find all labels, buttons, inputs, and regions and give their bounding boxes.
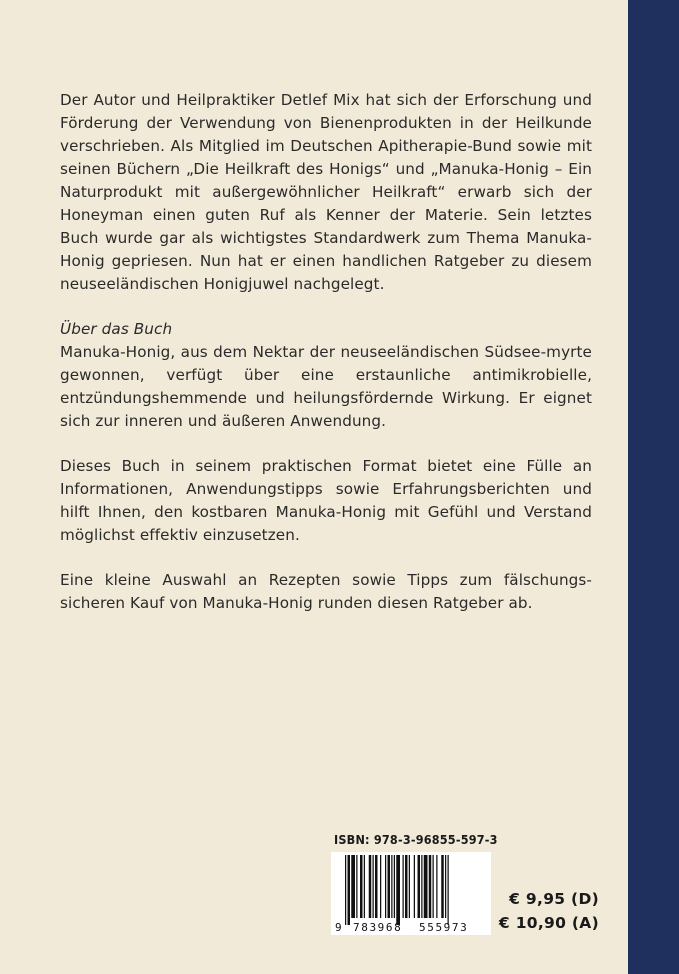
barcode-bar [356, 855, 357, 918]
barcode-bar [375, 855, 378, 918]
price-germany: € 9,95 (D) [509, 890, 599, 908]
isbn-label: ISBN: 978-3-96855-597-3 [334, 832, 498, 847]
barcode-bar [391, 855, 392, 918]
barcode-bar [405, 855, 408, 918]
barcode-bar [418, 855, 421, 918]
barcode-bar [433, 855, 434, 918]
book-spine [628, 0, 679, 974]
barcode-bar [403, 855, 404, 918]
barcode-bar [348, 855, 351, 925]
barcode-bar [429, 855, 432, 918]
barcode-bar [364, 855, 365, 918]
barcode-bar [436, 855, 437, 918]
author-paragraph: Der Autor und Heilpraktiker Detlef Mix hat sich der Erforschung und Förderung der Verwendung von Bienenprodukten in der Heilkunde verschrieben. Als Mitglied im Deutschen Apitherapie-Bund sowie mit seinen Büchern „Die Heilkraft des Honigs“ und „Manuka-Honig – Ein Naturprodukt mit außergewöhnlicher Heilkraft“ erwarb sich der Honeyman einen guten Ruf als Kenner der Materie. Sein letztes Buch wurde gar als wichtigstes Standardwerk zum Thema Manuka-Honig gepriesen. Nun hat er einen handlichen Ratgeber zu diesem neuseeländischen Honigjuwel nachgelegt. [60, 91, 592, 293]
barcode-bar [351, 855, 355, 918]
barcode-bar [445, 855, 446, 918]
barcode-bar [360, 855, 363, 918]
barcode-bar [409, 855, 410, 918]
intro-paragraph: Manuka-Honig, aus dem Nektar der neuseeländischen Südsee-myrte gewonnen, verfügt über eine erstaunliche antimikrobielle, entzündungshemmende und heilungsfördernde Wirkung. Er eignet sich zur inneren und äußeren Anwendung. [60, 343, 592, 430]
back-cover-text [60, 89, 592, 615]
barcode-bar [424, 855, 428, 918]
barcode-bar [388, 855, 391, 918]
barcode-digit-first: 9 [335, 921, 342, 934]
barcode-digits-right: 555973 [419, 921, 469, 934]
about-book-section [60, 318, 592, 433]
barcode-graphic [331, 852, 491, 935]
section-heading: Über das Buch [60, 320, 173, 338]
barcode-digits-left: 783968 [353, 921, 403, 934]
barcode-bar [414, 855, 415, 918]
barcode-bar [421, 855, 422, 918]
recipes-paragraph: Eine kleine Auswahl an Rezepten sowie Tipps zum fälschungs-sicheren Kauf von Manuka-Honig runden diesen Ratgeber ab. [60, 571, 592, 612]
barcode-bar [369, 855, 372, 918]
barcode-bar [345, 855, 346, 925]
barcode-bar [394, 855, 395, 918]
price-austria: € 10,90 (A) [498, 914, 599, 932]
format-paragraph: Dieses Buch in seinem praktischen Format bietet eine Fülle an Informationen, Anwendungstipps sowie Erfahrungsberichten und hilft Ihnen, den kostbaren Manuka-Honig mit Gefühl und Verstand möglichst effektiv einzusetzen. [60, 457, 592, 544]
barcode-bar [380, 855, 381, 918]
barcode-bar [396, 855, 400, 925]
barcode-bar [448, 855, 449, 925]
barcode-bar [385, 855, 386, 918]
barcode-bars [345, 855, 449, 925]
barcode [331, 852, 491, 935]
barcode-bar [373, 855, 374, 918]
barcode-bar [441, 855, 444, 918]
